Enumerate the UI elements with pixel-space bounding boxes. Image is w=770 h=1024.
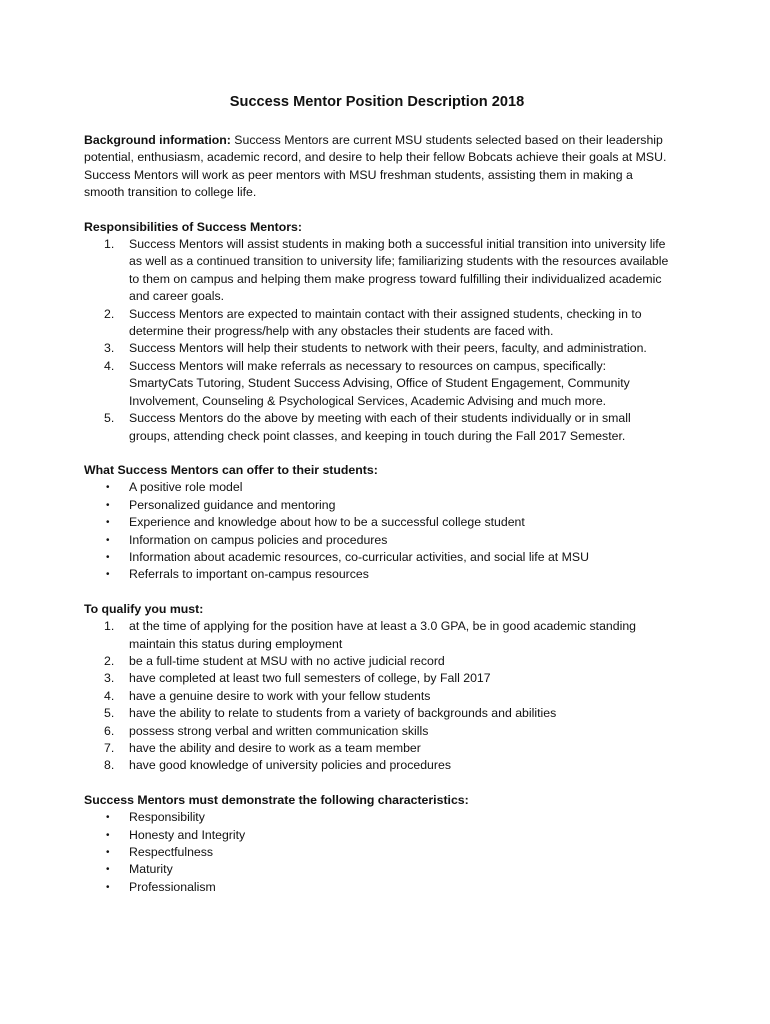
list-item-text: have the ability and desire to work as a team member — [129, 741, 421, 755]
list-item-text: Success Mentors do the above by meeting with each of their students individually or in small groups, attending check point classes, and keeping in touch during the Fall 2017 Semester. — [129, 411, 631, 443]
list-item — [84, 532, 670, 549]
characteristics-list — [84, 809, 670, 896]
qualify-list — [84, 618, 670, 775]
list-number: 3. — [104, 671, 115, 686]
list-number: 6. — [104, 723, 115, 738]
background-paragraph — [84, 132, 670, 202]
list-item — [84, 410, 670, 445]
list-item — [84, 879, 670, 896]
bullet-icon: • — [106, 829, 110, 841]
list-number: 1. — [104, 237, 115, 252]
list-number: 2. — [104, 306, 115, 321]
list-item — [84, 757, 670, 774]
list-item — [84, 236, 670, 306]
list-item — [84, 809, 670, 826]
list-item-text: Information about academic resources, co-curricular activities, and social life at MSU — [129, 549, 589, 564]
list-item — [84, 723, 670, 740]
list-item-text: Honesty and Integrity — [129, 827, 246, 842]
list-number: 5. — [104, 706, 115, 721]
list-item-text: have good knowledge of university policies and procedures — [129, 758, 451, 773]
list-item-text: have a genuine desire to work with your fellow students — [129, 688, 431, 703]
offer-heading: What Success Mentors can offer to their students: — [84, 462, 378, 477]
list-item-text: Respectfulness — [129, 845, 214, 860]
bullet-icon: • — [106, 499, 110, 511]
qualify-section — [84, 601, 670, 775]
bullet-icon: • — [106, 881, 110, 893]
list-number: 1. — [104, 619, 115, 634]
list-item-text: Referrals to important on-campus resources — [129, 567, 369, 582]
list-number: 8. — [104, 758, 115, 773]
background-section — [84, 132, 670, 202]
list-item — [84, 514, 670, 531]
responsibilities-list — [84, 236, 670, 445]
list-item-text: Professionalism — [129, 879, 216, 894]
characteristics-heading: Success Mentors must demonstrate the following characteristics: — [84, 792, 469, 807]
list-item — [84, 497, 670, 514]
bullet-icon: • — [106, 482, 110, 494]
list-item-text: have completed at least two full semesters of college, by Fall 2017 — [129, 671, 491, 686]
list-item — [84, 306, 670, 341]
list-item — [84, 653, 670, 670]
list-number: 3. — [104, 341, 115, 356]
background-text: Success Mentors are current MSU students selected based on their leadership potential, enthusiasm, academic record, and desire to help their fellow Bobcats achieve their goals at MSU. Success Mentors will work as peer mentors with MSU freshman students, assisting them in making a smooth transition to college life. — [84, 133, 667, 200]
list-item — [84, 358, 670, 410]
list-number: 4. — [104, 688, 115, 703]
list-item — [84, 670, 670, 687]
offer-list — [84, 479, 670, 583]
list-item — [84, 549, 670, 566]
offer-section — [84, 462, 670, 584]
list-item — [84, 340, 670, 357]
list-number: 5. — [104, 411, 115, 426]
list-item — [84, 740, 670, 757]
list-item-text: be a full-time student at MSU with no active judicial record — [129, 653, 445, 668]
list-item-text: Success Mentors will help their students to network with their peers, faculty, and administration. — [129, 341, 647, 356]
responsibilities-section — [84, 219, 670, 445]
document-page — [84, 92, 670, 913]
bullet-icon: • — [106, 812, 110, 824]
list-item-text: Success Mentors are expected to maintain contact with their assigned students, checking in to determine their progress/help with any obstacles their students are faced with. — [129, 306, 642, 339]
list-item — [84, 479, 670, 496]
list-item-text: Experience and knowledge about how to be a successful college student — [129, 515, 525, 530]
responsibilities-heading: Responsibilities of Success Mentors: — [84, 219, 302, 234]
bullet-icon: • — [106, 551, 110, 563]
document-title: Success Mentor Position Description 2018 — [229, 94, 525, 110]
bullet-icon: • — [106, 569, 110, 581]
list-number: 7. — [104, 741, 115, 755]
list-number: 4. — [104, 358, 115, 373]
list-item-text: Success Mentors will make referrals as necessary to resources on campus, specifically: SmartyCats Tutoring, Student Success Advising, Office of Student Engagement, Community Involvement, Counseling & Psychological Services, Academic Advising and much more. — [129, 358, 630, 408]
list-item — [84, 844, 670, 861]
list-item-text: at the time of applying for the position have at least a 3.0 GPA, be in good academic standing maintain this status during employment — [129, 619, 636, 651]
list-number: 2. — [104, 653, 115, 668]
list-item-text: A positive role model — [129, 480, 243, 495]
bullet-icon: • — [106, 847, 110, 859]
list-item — [84, 618, 670, 653]
bullet-icon: • — [106, 864, 110, 876]
characteristics-section — [84, 792, 670, 896]
list-item-text: have the ability to relate to students from a variety of backgrounds and abilities — [129, 706, 557, 721]
bullet-icon: • — [106, 534, 110, 546]
list-item-text: possess strong verbal and written communication skills — [129, 723, 429, 738]
background-label: Background information: — [84, 133, 231, 147]
list-item — [84, 688, 670, 705]
list-item-text: Success Mentors will assist students in making both a successful initial transition into university life as well as a continued transition to university life; familiarizing students with the resources available to them on campus and helping them make progress toward fulfilling their individualized academic and career goals. — [129, 237, 669, 304]
qualify-heading: To qualify you must: — [84, 601, 204, 616]
list-item — [84, 827, 670, 844]
list-item — [84, 705, 670, 722]
list-item-text: Responsibility — [129, 810, 205, 825]
list-item-text: Personalized guidance and mentoring — [129, 497, 336, 512]
list-item-text: Information on campus policies and procedures — [129, 532, 388, 547]
bullet-icon: • — [106, 517, 110, 529]
list-item — [84, 861, 670, 878]
list-item-text: Maturity — [129, 862, 173, 877]
list-item — [84, 566, 670, 583]
